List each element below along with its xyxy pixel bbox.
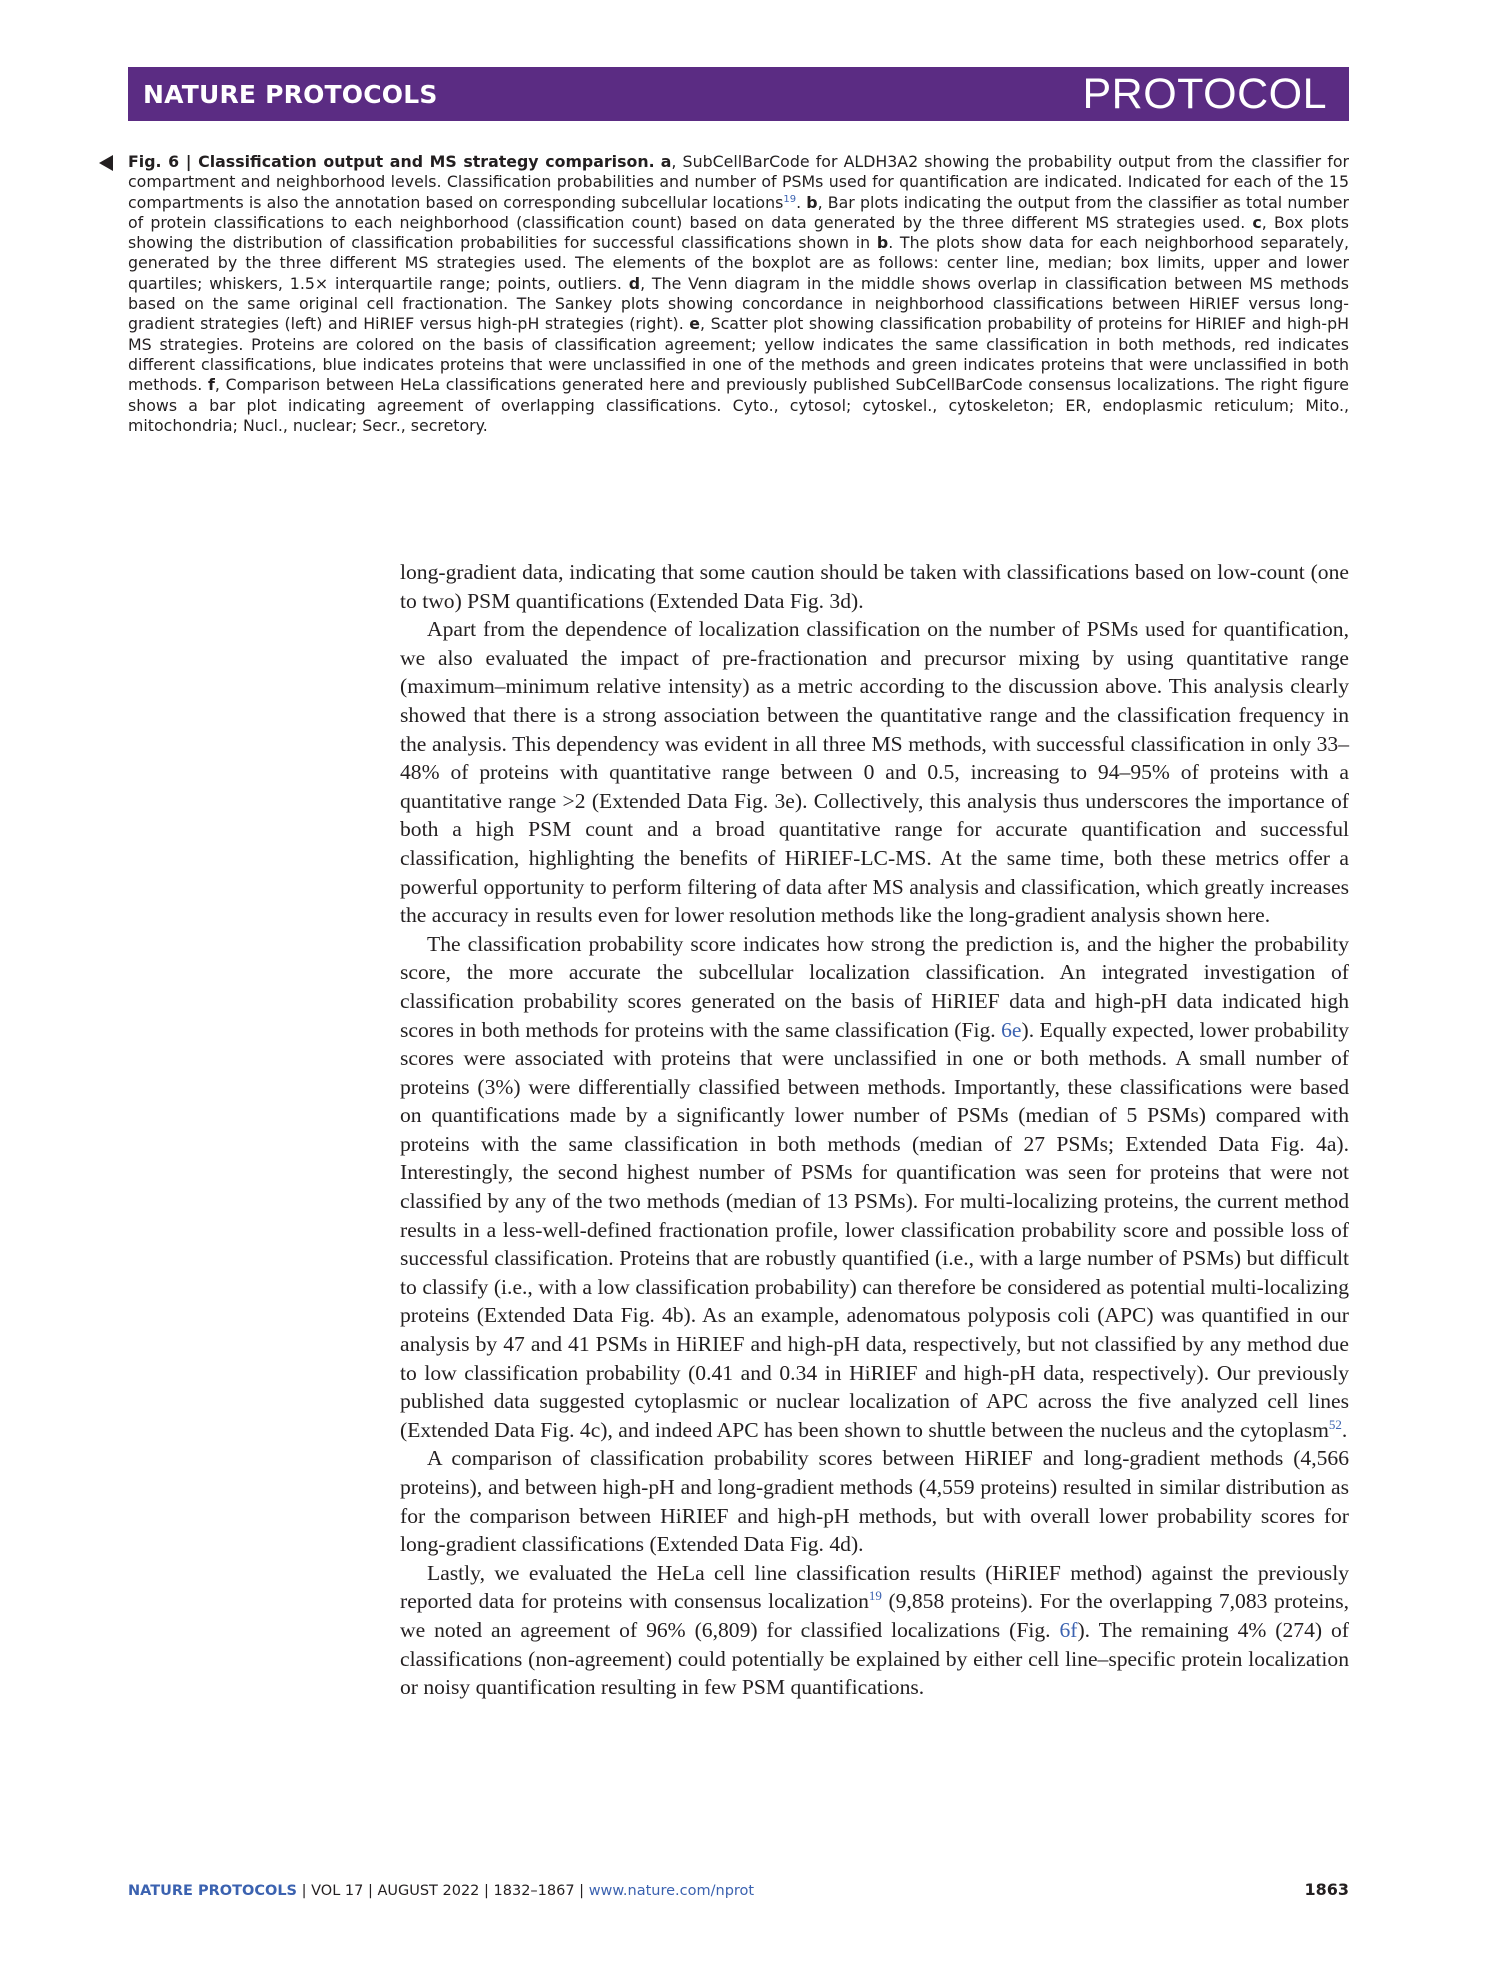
caption-text-d: , The Venn diagram in the middle shows overlap in classification between MS methods based on the same original cell fractionation. The Sankey plots showing concordance in neighborhood classifications between HiRIEF versus long-gradient strategies (left) and HiRIEF versus high-pH strategies (right). — [128, 273, 1349, 334]
caption-ref-19[interactable]: 19 — [783, 193, 797, 205]
page-number: 1863 — [1304, 1880, 1349, 1899]
caption-panel-a: a — [660, 152, 672, 171]
caption-panel-b-ref: b — [876, 233, 889, 253]
caption-panel-d: d — [628, 273, 641, 293]
paragraph-3-text-a: The classification probability score indicates how strong the prediction is, and the higher the probability score, the more accurate the subcellular localization classification. An integrated investigation of classification probability scores generated on the basis of HiRIEF data and high-pH data indicated high scores in both methods for proteins with the same classification (Fig. — [400, 931, 1349, 1042]
footer-journal: NATURE PROTOCOLS — [128, 1883, 298, 1899]
journal-name: NATURE PROTOCOLS — [143, 79, 438, 109]
caption-pointer-icon — [99, 155, 113, 171]
paragraph-5-text-a: Lastly, we evaluated the HeLa cell line classification results (HiRIEF method) against the previously reported data for proteins with consensus localization — [400, 1560, 1349, 1614]
footer-url-link[interactable]: www.nature.com/nprot — [588, 1883, 755, 1899]
paragraph-3-end: . — [1341, 1417, 1348, 1442]
caption-panel-e: e — [689, 314, 701, 334]
caption-text-c1: , Box plots showing the distribution of classification probabilities for successful classifications shown in — [128, 212, 1349, 253]
caption-panel-b: b — [806, 192, 818, 212]
running-header — [128, 67, 1349, 121]
paragraph-1: long-gradient data, indicating that some caution should be taken with classifications based on low-count (one to two) PSM quantifications (Extended Data Fig. 3d). — [400, 560, 1349, 613]
caption-text-a: , SubCellBarCode for ALDH3A2 showing the probability output from the classifier for compartment and neighborhood levels. Classification probabilities and number of PSMs used for quantification are indicated. Indicated for each of the 15 compartments is also the annotation based on corresponding subcellular locations — [128, 152, 1349, 212]
page-footer — [128, 1880, 1349, 1899]
caption-panel-f: f — [208, 375, 215, 395]
paragraph-3-text-b: ). Equally expected, lower probability scores were associated with proteins that were unclassified in one or both methods. A small number of proteins (3%) were differentially classified between methods. Importantly, these classifications were based on quantifications made by a significantly lower number of PSMs (median of 5 PSMs) compared with proteins with the same classification in both methods (median of 27 PSMs; Extended Data Fig. 4a). Interestingly, the second highest number of PSMs for quantification was seen for proteins that were not classified by any of the two methods (median of 13 PSMs). For multi-localizing proteins, the current method results in a less-well-defined fractionation profile, lower classification probability score and possible loss of successful classification. Proteins that are robustly quantified (i.e., with a large number of PSMs) but difficult to classify (i.e., with a low classification probability) can therefore be considered as potential multi-localizing proteins (Extended Data Fig. 4b). As an example, adenomatous polyposis coli (APC) was quantified in our analysis by 47 and 41 PSMs in HiRIEF and high-pH data, respectively, but not classified by any method due to low classification probability (0.41 and 0.34 in HiRIEF and high-pH data, respectively). Our previously published data suggested cytoplasmic or nuclear localization of APC across the five analyzed cell lines (Extended Data Fig. 4c), and indeed APC has been shown to shuttle between the nucleus and the cytoplasm — [400, 1017, 1349, 1442]
paragraph-4: A comparison of classification probability scores between HiRIEF and long-gradient methods (4,566 proteins), and between high-pH and long-gradient methods (4,559 proteins) resulted in similar distribution as for the comparison between HiRIEF and high-pH methods, but with overall lower probability scores for long-gradient classifications (Extended Data Fig. 4d). — [400, 1446, 1349, 1557]
paragraph-5 — [400, 1559, 1349, 1702]
paragraph-3 — [400, 930, 1349, 1445]
footer-date: AUGUST 2022 — [377, 1883, 480, 1899]
caption-label: Fig. 6 | Classification output and MS strategy comparison. — [128, 152, 655, 171]
footer-pages: 1832–1867 — [493, 1883, 575, 1899]
section-name: PROTOCOL — [1082, 69, 1327, 118]
figure-ref-6f[interactable]: 6f — [1059, 1617, 1078, 1642]
footer-volume: VOL 17 — [311, 1883, 364, 1899]
caption-text-b: , Bar plots indicating the output from the classifier as total number of protein classifications to each neighborhood (classification count) based on data generated by the three different MS strategies used. — [128, 192, 1349, 232]
caption-text-e: , Scatter plot showing classification probability of proteins for HiRIEF and high-pH MS strategies. Proteins are colored on the basis of classification agreement; yellow indicates the same classification in both methods, red indicates different classifications, blue indicates proteins that were unclassified in one of the methods and green indicates proteins that were unclassified in both methods. — [128, 314, 1349, 395]
caption-text-f: , Comparison between HeLa classifications generated here and previously published SubCellBarCode consensus localizations. The right figure shows a bar plot indicating agreement of overlapping classifications. Cyto., cytosol; cytoskel., cytoskeleton; ER, endoplasmic reticulum; Mito., mitochondria; Nucl., nuclear; Secr., secretory. — [128, 375, 1349, 435]
figure-ref-6e[interactable]: 6e — [1001, 1017, 1022, 1042]
caption-punct: . — [796, 192, 802, 212]
caption-text-c2: . The plots show data for each neighborhood separately, generated by the three different MS strategies used. The elements of the boxplot are as follows: center line, median; box limits, upper and lower quartiles; whiskers, 1.5× interquartile range; points, outliers. — [128, 233, 1349, 293]
caption-panel-c: c — [1252, 212, 1262, 232]
footer-citation: NATURE PROTOCOLS | VOL 17 | AUGUST 2022 | 1832–1867 | www.nature.com/nprot — [128, 1883, 755, 1899]
figure-caption — [128, 152, 1349, 436]
paragraph-5-text-c: ). The remaining 4% (274) of classifications (non-agreement) could potentially be explained by either cell line–specific protein localization or noisy quantification resulting in few PSM quantifications. — [400, 1617, 1349, 1700]
paragraph-5-text-b: (9,858 proteins). For the overlapping 7,083 proteins, we noted an agreement of 96% (6,809) for classified localizations (Fig. — [400, 1589, 1349, 1642]
body-text — [400, 558, 1349, 1702]
citation-52[interactable]: 52 — [1328, 1416, 1342, 1432]
citation-19[interactable]: 19 — [868, 1588, 882, 1604]
paragraph-2: Apart from the dependence of localization classification on the number of PSMs used for quantification, we also evaluated the impact of pre-fractionation and precursor mixing by using quantitative range (maximum–minimum relative intensity) as a metric according to the discussion above. This analysis clearly showed that there is a strong association between the quantitative range and the classification frequency in the analysis. This dependency was evident in all three MS methods, with successful classification in only 33–48% of proteins with quantitative range between 0 and 0.5, increasing to 94–95% of proteins with a quantitative range >2 (Extended Data Fig. 3e). Collectively, this analysis thus underscores the importance of both a high PSM count and a broad quantitative range for accurate quantification and successful classification, highlighting the benefits of HiRIEF-LC-MS. At the same time, both these metrics offer a powerful opportunity to perform filtering of data after MS analysis and classification, which greatly increases the accuracy in results even for lower resolution methods like the long-gradient analysis shown here. — [400, 617, 1349, 928]
